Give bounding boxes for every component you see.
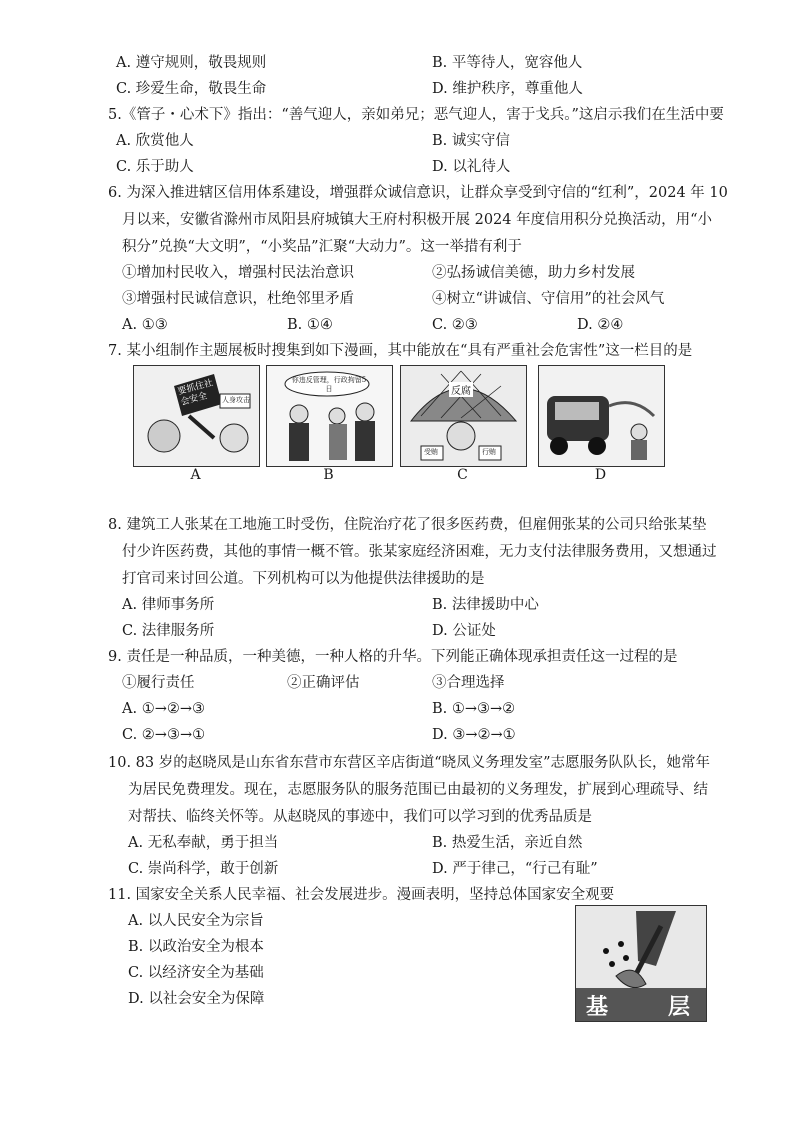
q6-option-d[interactable]: D. ②④	[577, 317, 624, 333]
q11-option-a[interactable]: A. 以人民安全为宗旨	[128, 913, 264, 929]
q8-option-b[interactable]: B. 法律援助中心	[432, 597, 539, 613]
q9-option-c[interactable]: C. ②→③→①	[122, 727, 206, 743]
q6-stem-line2: 月以来，安徽省滁州市凤阳县府城镇大王府村积极开展 2024 年度信用积分兑换活动，用“小	[122, 212, 713, 228]
comic-c-label: C	[457, 467, 468, 483]
q8-option-a[interactable]: A. 律师事务所	[122, 597, 215, 613]
q7-comic-c[interactable]	[400, 365, 527, 467]
q9-statement-2: ②正确评估	[287, 675, 360, 691]
q6-stem-line1: 6. 为深入推进辖区信用体系建设，增强群众诚信意识，让群众享受到守信的“红利”，2024 年 10	[108, 185, 728, 201]
q8-option-c[interactable]: C. 法律服务所	[122, 623, 215, 639]
q8-stem-line3: 打官司来讨回公道。下列机构可以为他提供法律援助的是	[122, 571, 485, 587]
q6-stem-line3: 积分”兑换“大文明”，“小奖品”汇聚“大动力”。这一举措有利于	[122, 239, 522, 255]
q6-option-c[interactable]: C. ②③	[432, 317, 478, 333]
q6-option-b[interactable]: B. ①④	[287, 317, 333, 333]
comic-a-sign: 要抓住社会安全	[176, 378, 215, 408]
comic-d-label: D	[594, 467, 607, 483]
comic-d-illustration	[539, 366, 664, 466]
q7-comic-a[interactable]	[133, 365, 260, 467]
q11-option-b[interactable]: B. 以政治安全为根本	[128, 939, 264, 955]
q5-option-c[interactable]: C. 乐于助人	[116, 159, 194, 175]
q6-statement-4: ④树立“讲诚信、守信用”的社会风气	[432, 291, 665, 307]
q6-statement-1: ①增加村民收入，增强村民法治意识	[122, 265, 354, 281]
q8-option-d[interactable]: D. 公证处	[432, 623, 496, 639]
q10-stem-line1: 10. 83 岁的赵晓凤是山东省东营市东营区辛店街道“晓凤义务理发室”志愿服务队队长，她常年	[108, 755, 711, 771]
q10-option-d[interactable]: D. 严于律己，“行己有耻”	[432, 861, 598, 877]
q7-stem: 7. 某小组制作主题展板时搜集到如下漫画，其中能放在“具有严重社会危害性”这一栏目的是	[108, 343, 693, 359]
q4-option-c[interactable]: C. 珍爱生命，敬畏生命	[116, 81, 267, 97]
q9-option-d[interactable]: D. ③→②→①	[432, 727, 516, 743]
q5-option-b[interactable]: B. 诚实守信	[432, 133, 510, 149]
comic-b-bubble: 你违反管理，行政拘留5日	[291, 376, 367, 393]
q4-option-b[interactable]: B. 平等待人，宽容他人	[432, 55, 583, 71]
q6-statement-2: ②弘扬诚信美德，助力乡村发展	[432, 265, 635, 281]
q6-option-a[interactable]: A. ①③	[122, 317, 168, 333]
q5-option-a[interactable]: A. 欣赏他人	[116, 133, 194, 149]
q9-stem: 9. 责任是一种品质，一种美德，一种人格的升华。下列能正确体现承担责任这一过程的是	[108, 649, 678, 665]
q6-statement-3: ③增强村民诚信意识，杜绝邻里矛盾	[122, 291, 354, 307]
q10-stem-line3: 对帮扶、临终关怀等。从赵晓凤的事迹中，我们可以学习到的优秀品质是	[128, 809, 592, 825]
q11-option-c[interactable]: C. 以经济安全为基础	[128, 965, 264, 981]
q11-comic-text-2: 层	[668, 994, 691, 1020]
q11-stem: 11. 国家安全关系人民幸福、社会发展进步。漫画表明，坚持总体国家安全观要	[108, 887, 615, 903]
q11-option-d[interactable]: D. 以社会安全为保障	[128, 991, 265, 1007]
comic-a-illustration	[134, 366, 259, 466]
q10-stem-line2: 为居民免费理发。现在，志愿服务队的服务范围已由最初的义务理发，扩展到心理疏导、结	[128, 782, 708, 798]
q4-option-a[interactable]: A. 遵守规则，敬畏规则	[116, 55, 267, 71]
q9-option-a[interactable]: A. ①→②→③	[122, 701, 205, 717]
q9-option-b[interactable]: B. ①→③→②	[432, 701, 516, 717]
comic-a-tag: 人身攻击	[222, 396, 250, 404]
q8-stem-line1: 8. 建筑工人张某在工地施工时受伤，住院治疗花了很多医药费，但雇佣张某的公司只给张某垫	[108, 517, 707, 533]
comic-c-tag-2: 行贿	[482, 448, 496, 456]
q11-comic-text-1: 基	[586, 994, 609, 1020]
comic-b-label: B	[323, 467, 334, 483]
q9-statement-3: ③合理选择	[432, 675, 505, 691]
q11-comic	[575, 905, 707, 1022]
q10-option-c[interactable]: C. 崇尚科学，敢于创新	[128, 861, 279, 877]
q8-stem-line2: 付少许医药费，其他的事情一概不管。张某家庭经济困难，无力支付法律服务费用，又想通过	[122, 544, 717, 560]
q5-option-d[interactable]: D. 以礼待人	[432, 159, 511, 175]
comic-c-sign: 反腐	[449, 382, 473, 397]
q5-stem: 5.《管子・心术下》指出：“善气迎人，亲如弟兄；恶气迎人，害于戈兵。”这启示我们在生活中要	[108, 107, 724, 123]
comic-c-tag-1: 受贿	[424, 448, 438, 456]
q10-option-b[interactable]: B. 热爱生活，亲近自然	[432, 835, 583, 851]
q7-comic-b[interactable]	[266, 365, 393, 467]
q10-option-a[interactable]: A. 无私奉献，勇于担当	[128, 835, 279, 851]
q7-comic-d[interactable]	[538, 365, 665, 467]
comic-a-label: A	[190, 467, 201, 483]
q4-option-d[interactable]: D. 维护秩序，尊重他人	[432, 81, 583, 97]
comic-c-illustration	[401, 366, 526, 466]
q9-statement-1: ①履行责任	[122, 675, 195, 691]
